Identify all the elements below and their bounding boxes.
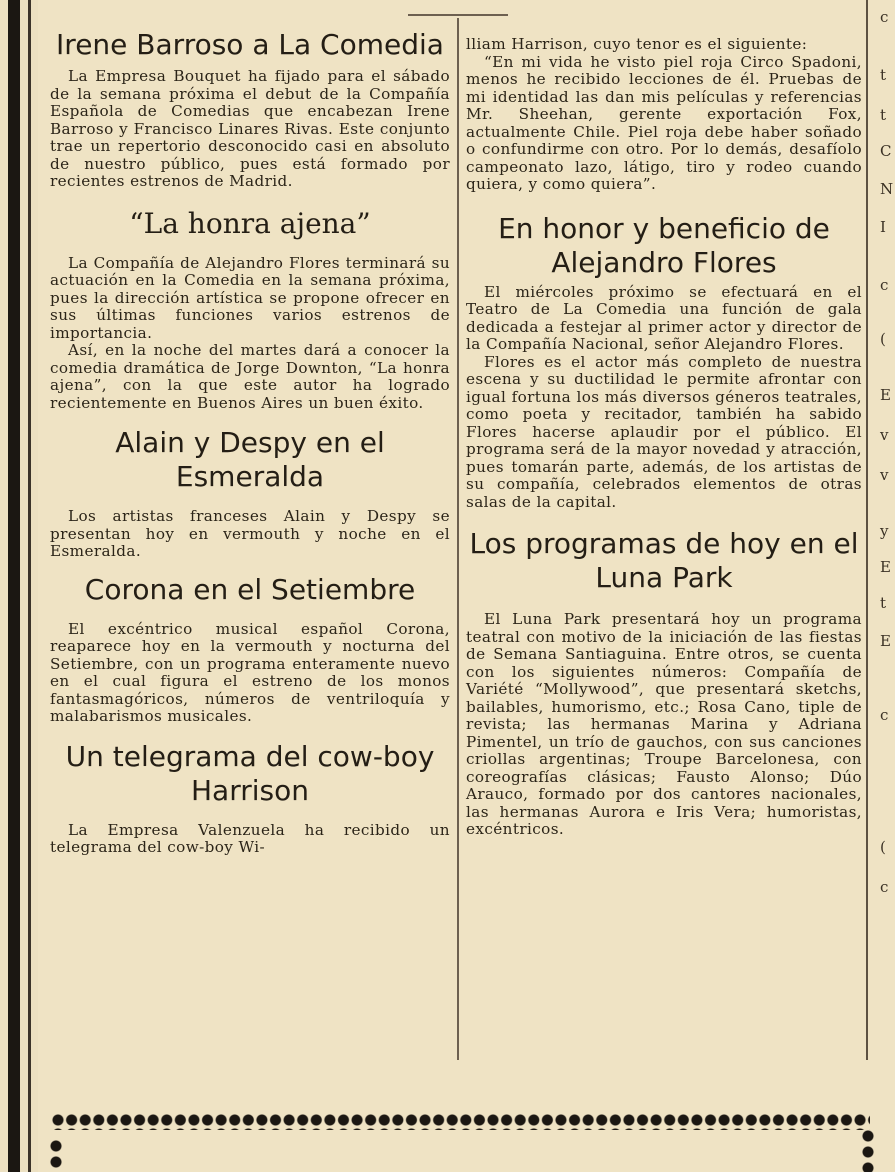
paragraph: El excéntrico musical español Corona, reaparece hoy en la vermouth y nocturna del Setiembre, con un programa enteramente nuevo en el cual figura el estreno de los monos fantasmagóricos, números de ventriloquía y malabarismos musicales. bbox=[50, 619, 450, 725]
dotted-border-left bbox=[50, 1140, 63, 1172]
fragment-char: t bbox=[880, 594, 887, 612]
fragment-char: c bbox=[880, 706, 889, 724]
headline: En honor y beneficio de Alejandro Flores bbox=[498, 211, 830, 279]
paragraph: La Compañía de Alejandro Flores terminará su actuación en la Comedia en la semana próxima, pues la dirección artística se propone ofrecer en sus últimas funciones varios estrenos de importancia. bbox=[50, 253, 450, 342]
paragraph: Flores es el actor más completo de nuestra escena y su ductilidad le permite afrontar con igual fortuna los más diversos géneros teatrales, como poeta y recitador, también ha sabido Flores hacerse aplaudir por el público. El programa será de la mayor novedad y atracción, pues tomarán parte, además, de los artistas de su compañía, celebrados elementos de otras salas de la capital. bbox=[466, 352, 862, 511]
paragraph: lliam Harrison, cuyo tenor es el siguiente: bbox=[466, 35, 808, 53]
fragment-char: ( bbox=[880, 838, 886, 856]
paragraph: El miércoles próximo se efectuará en el Teatro de La Comedia una función de gala dedicada a festejar al primer actor y director de la Compañía Nacional, señor Alejandro Flores. bbox=[466, 282, 862, 353]
paragraph: “En mi vida he visto piel roja Circo Spadoni, menos he recibido lecciones de él. Pruebas de mi identidad las dan mis películas y referencias Mr. Sheehan, gerente exportación Fox, actualmente Chile. Piel roja debe haber soñado o confundirme con otro. Por lo demás, desafíolo campeonato lazo, látigo, tiro y rodeo cuando quiera, y como quiera”. bbox=[466, 52, 862, 193]
fragment-char: v bbox=[880, 426, 889, 444]
headline: Corona en el Setiembre bbox=[84, 572, 416, 606]
headline: Alain y Despy en el Esmeralda bbox=[115, 426, 385, 493]
fragment-char: E bbox=[880, 386, 891, 404]
adjacent-column-fragment bbox=[878, 0, 895, 1060]
article-irene-barroso bbox=[50, 28, 450, 191]
article-alejandro-flores bbox=[466, 212, 862, 512]
paragraph: El Luna Park presentará hoy un programa teatral con motivo de la iniciación de las fiestas de Semana Santiaguina. Entre otros, se cuenta con los siguientes números: Compañía de Variété “Mollywood”, que presentará sketchs, bailables, humorismo, etc.; Rosa Cano, tiple de revista; las hermanas Marina y Adriana Pimentel, un trío de gauchos, con sus canciones criollas argentinas; Troupe Barcelonesa, con coreografías clásicas; Fausto Alonso; Dúo Arauco, formado por dos cantores nacionales, las hermanas Aurora e Iris Vera; humoristas, excéntricos. bbox=[466, 610, 862, 838]
right-column-divider bbox=[866, 0, 868, 1060]
top-divider bbox=[408, 14, 508, 16]
article-telegrama-continued bbox=[466, 36, 862, 194]
column-divider bbox=[457, 18, 459, 1060]
headline: Un telegrama del cow-boy Harrison bbox=[65, 739, 435, 807]
headline: Irene Barroso a La Comedia bbox=[56, 28, 444, 61]
article-corona bbox=[50, 573, 450, 726]
fragment-char: c bbox=[880, 276, 889, 294]
paragraph: Así, en la noche del martes dará a conocer la comedia dramática de Jorge Downton, “La honra ajena”, con la que este autor ha logrado recientemente en Buenos Aires un buen éxito. bbox=[50, 341, 450, 412]
dotted-border-top bbox=[52, 1114, 870, 1130]
fragment-char: t bbox=[880, 66, 887, 84]
paragraph: Los artistas franceses Alain y Despy se presentan hoy en vermouth y noche en el Esmeralda. bbox=[50, 507, 450, 560]
fragment-char: v bbox=[880, 466, 889, 484]
article-alain-despy bbox=[50, 426, 450, 561]
paragraph: La Empresa Valenzuela ha recibido un telegrama del cow-boy Wi- bbox=[50, 820, 450, 856]
headline: Los programas de hoy en el Luna Park bbox=[469, 527, 859, 594]
paragraph: La Empresa Bouquet ha fijado para el sábado de la semana próxima el debut de la Compañía Española de Comedias que encabezan Irene Barroso y Francisco Linares Rivas. Este conjunto trae un repertorio desconocido casi en absoluto de nuestro público, pues está formado por recientes estrenos de Madrid. bbox=[50, 67, 450, 190]
article-telegrama-harrison bbox=[50, 740, 450, 857]
fragment-char: c bbox=[880, 878, 889, 896]
headline: “La honra ajena” bbox=[129, 206, 371, 240]
fragment-char: y bbox=[880, 522, 889, 540]
left-thick-rule bbox=[8, 0, 20, 1172]
fragment-char: C bbox=[880, 142, 892, 160]
fragment-char: c bbox=[880, 8, 889, 26]
article-la-honra-ajena bbox=[50, 207, 450, 413]
left-column-border bbox=[0, 0, 38, 1172]
fragment-char: t bbox=[880, 106, 887, 124]
left-thin-rule bbox=[28, 0, 31, 1172]
fragment-char: N bbox=[880, 180, 894, 198]
right-column bbox=[466, 36, 862, 839]
fragment-char: E bbox=[880, 558, 891, 576]
article-luna-park bbox=[466, 527, 862, 839]
dotted-border-right bbox=[862, 1130, 875, 1172]
left-column bbox=[50, 28, 450, 857]
fragment-char: I bbox=[880, 218, 886, 236]
fragment-char: ( bbox=[880, 330, 886, 348]
fragment-char: E bbox=[880, 632, 891, 650]
